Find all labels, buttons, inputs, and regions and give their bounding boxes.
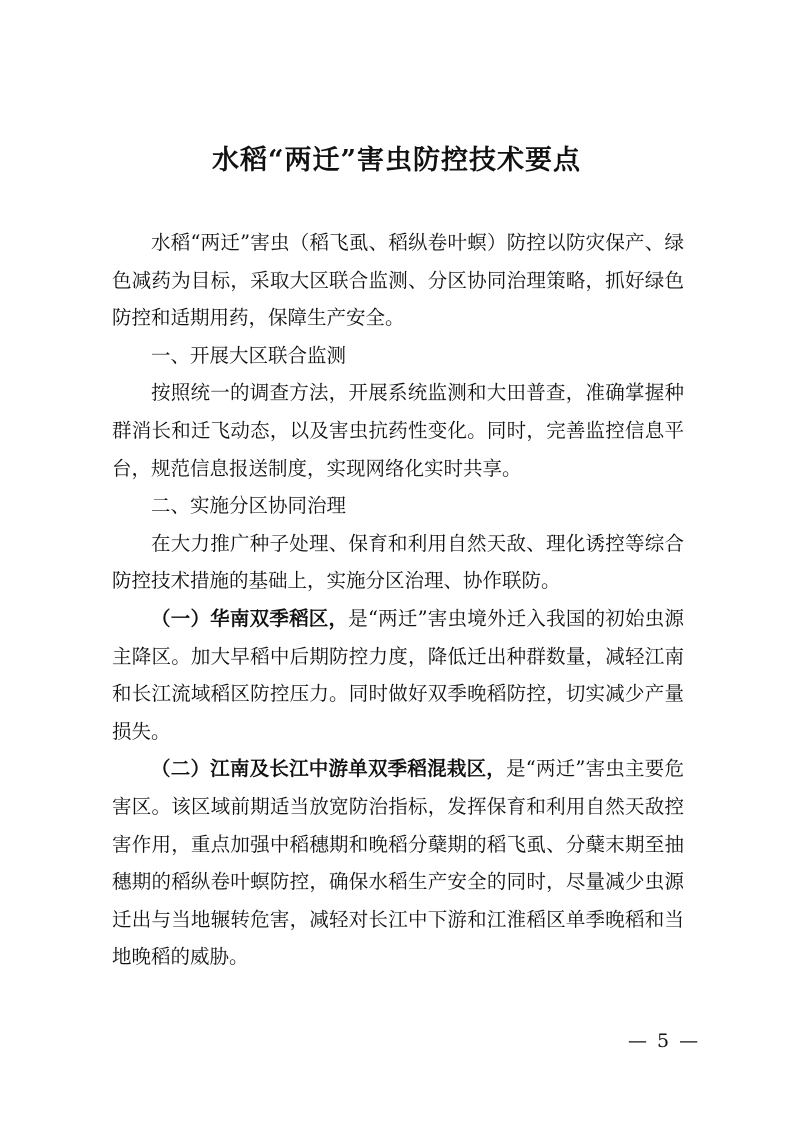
subsection-2-paragraph <box>112 750 684 976</box>
section-1-paragraph: 按照统一的调查方法，开展系统监测和大田普查，准确掌握种群消长和迁飞动态，以及害虫抗药性变化。同时，完善监控信息平台，规范信息报送制度，实现网络化实时共享。 <box>112 381 684 480</box>
subsection-2-label: （二）江南及长江中游单双季稻混栽区， <box>151 757 507 781</box>
document-body <box>112 224 684 976</box>
subsection-1-label: （一）华南双季稻区， <box>151 606 349 630</box>
document-title: 水稻“两迁”害虫防控技术要点 <box>211 145 582 176</box>
subsection-1-text: 是“两迁”害虫境外迁入我国的初始虫源主降区。加大早稻中后期防控力度，降低迁出种群数量，减轻江南和长江流域稻区防控压力。同时做好双季晚稻防控，切实减少产量损失。 <box>112 606 684 743</box>
subsection-2-text: 是“两迁”害虫主要危害区。该区域前期适当放宽防治指标，发挥保育和利用自然天敌控害作用，重点加强中稻穗期和晚稻分蘖期的稻飞虱、分蘖末期至抽穗期的稻纵卷叶螟防控，确保水稻生产安全的同时，尽量减少虫源迁出与当地辗转危害，减轻对长江中下游和江淮稻区单季晚稻和当地晚稻的威胁。 <box>112 757 684 969</box>
intro-paragraph: 水稻“两迁”害虫（稻飞虱、稻纵卷叶螟）防控以防灾保产、绿色减药为目标，采取大区联合监测、分区协同治理策略，抓好绿色防控和适期用药，保障生产安全。 <box>112 231 684 330</box>
subsection-1-paragraph <box>112 600 684 750</box>
page-number: — 5 — <box>628 1030 701 1052</box>
section-2-paragraph: 在大力推广种子处理、保育和利用自然天敌、理化诱控等综合防控技术措施的基础上，实施分区治理、协作联防。 <box>112 531 684 593</box>
section-1-heading: 一、开展大区联合监测 <box>151 343 347 367</box>
section-2-heading: 二、实施分区协同治理 <box>151 494 347 518</box>
